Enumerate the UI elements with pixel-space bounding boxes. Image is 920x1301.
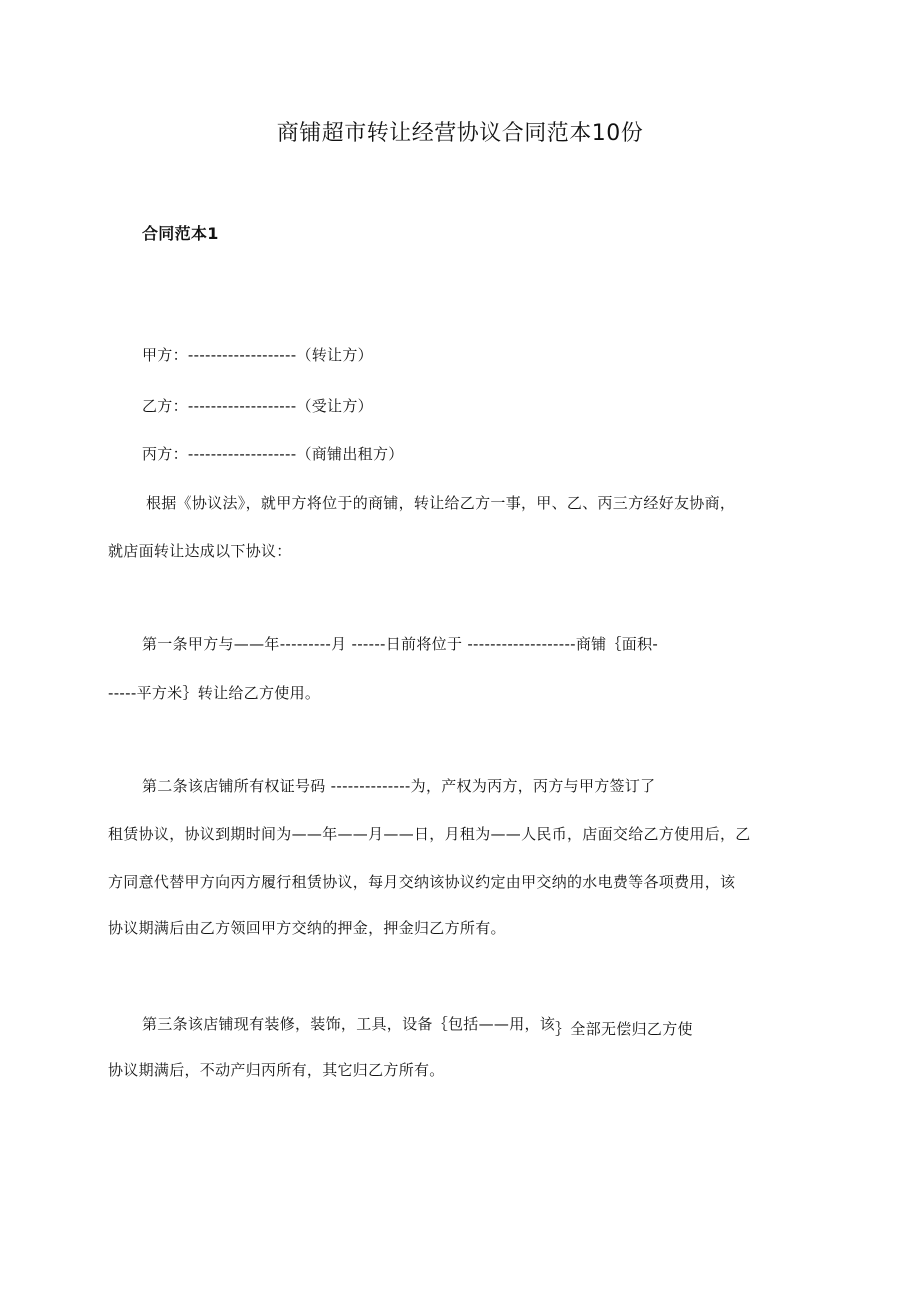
article-1-line-2: -----平方米｝转让给乙方使用。 <box>108 684 321 702</box>
article-3-line-1 <box>142 1014 693 1038</box>
article-2-line-4: 协议期满后由乙方领回甲方交纳的押金，押金归乙方所有。 <box>108 919 506 937</box>
party-a-line: 甲方：-------------------（转让方） <box>142 346 373 364</box>
intro-paragraph-line-2: 就店面转让达成以下协议： <box>108 542 292 560</box>
party-c-line: 丙方：-------------------（商铺出租方） <box>142 445 404 463</box>
article-2-line-3: 方同意代替甲方向丙方履行租赁协议，每月交纳该协议约定由甲交纳的水电费等各项费用，该 <box>108 873 736 891</box>
article-1-line-1: 第一条甲方与——年---------月 ------日前将位于 -------------------商铺｛面积- <box>142 635 659 653</box>
party-b-line: 乙方：-------------------（受让方） <box>142 397 373 415</box>
article-3-line-1-part-b: ｝全部无偿归乙方使 <box>555 1020 693 1038</box>
document-title: 商铺超市转让经营协议合同范本10份 <box>276 121 644 146</box>
intro-paragraph-line-1: 根据《协议法》，就甲方将位于的商铺，转让给乙方一事，甲、乙、丙三方经好友协商， <box>146 494 736 512</box>
section-heading: 合同范本1 <box>142 224 219 243</box>
article-3-line-2: 协议期满后，不动产归丙所有，其它归乙方所有。 <box>108 1061 445 1079</box>
article-2-line-1: 第二条该店铺所有权证号码 --------------为，产权为丙方，丙方与甲方签订了 <box>142 777 656 795</box>
article-3-line-1-part-a: 第三条该店铺现有装修，装饰，工具，设备｛包括——用，该 <box>142 1015 556 1033</box>
article-2-line-2: 租赁协议，协议到期时间为——年——月——日，月租为——人民币，店面交给乙方使用后，乙 <box>108 825 751 843</box>
